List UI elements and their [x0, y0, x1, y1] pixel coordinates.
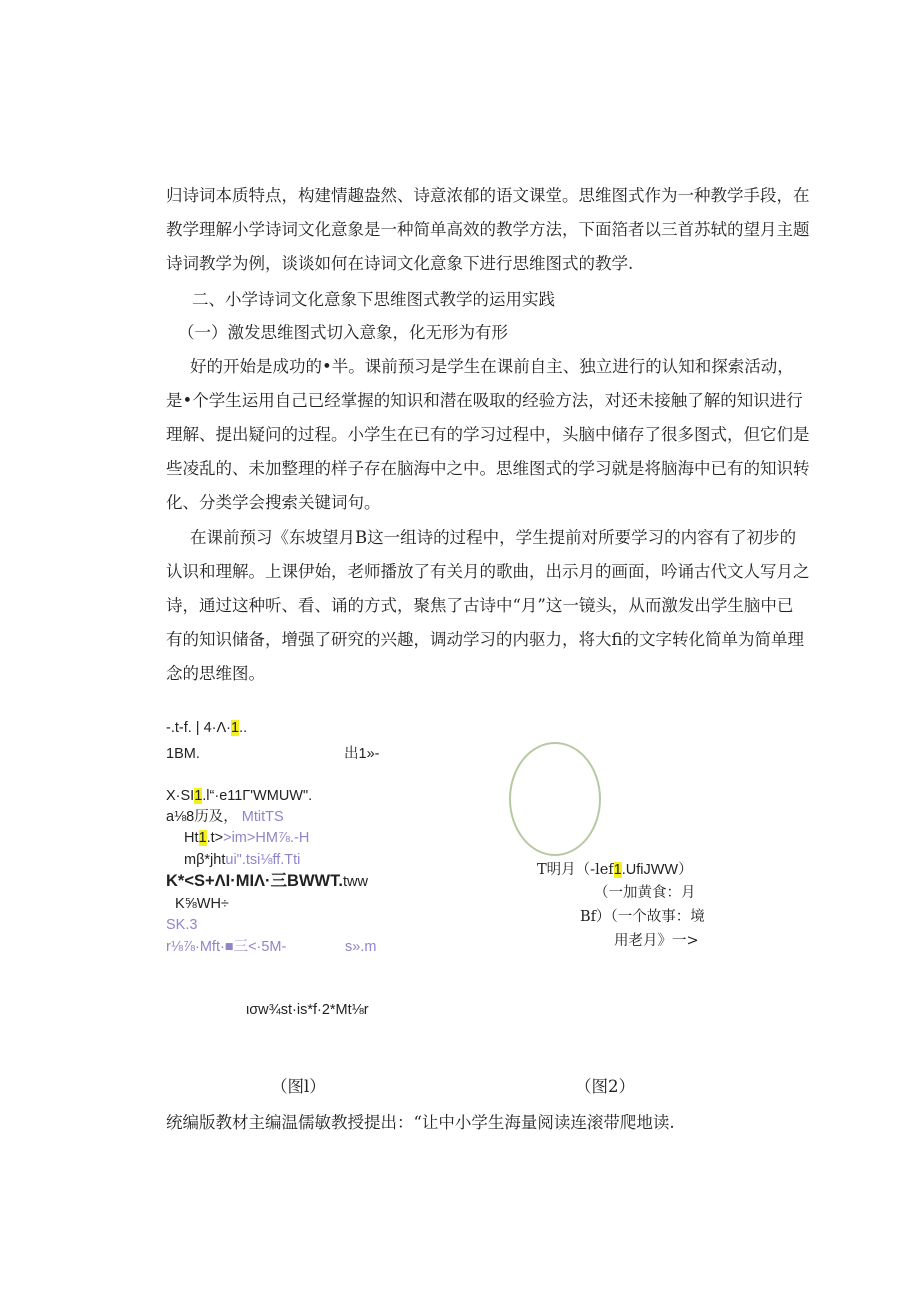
figure1-text-part: .l“·e11Γ'WMUW".	[202, 788, 313, 804]
paragraph-line: 在课前预习《东坡望月B这一组诗的过程中，学生提前对所要学习的内容有了初步的	[190, 528, 797, 547]
figure2-text: 用老月》一>	[614, 933, 699, 949]
figure1-text-part: X·SI	[166, 788, 195, 804]
moon-oval	[509, 742, 601, 856]
figure1-text-part: >im>HM⅞.-H	[223, 830, 310, 846]
figure1-text-part: .t>	[206, 830, 224, 846]
figure1-text: 1BM.	[166, 746, 200, 762]
figure1-highlight: 1	[198, 830, 207, 846]
paragraph-line: 是•个学生运用自己已经掌握的知识和潜在吸取的经验方法，对还未接触了解的知识进行	[166, 391, 803, 410]
figure1-text-part: tww	[342, 874, 368, 890]
figure1-text: K⅝WH÷	[175, 896, 229, 912]
paragraph-line: 诗，通过这种听、看、诵的方式，聚焦了古诗中“月”这一镜头，从而激发出学生脑中已	[166, 596, 794, 615]
paragraph-line: 念的思维图。	[166, 664, 265, 683]
figure1-text: s».m	[345, 939, 377, 955]
figure1-highlight: 1	[231, 720, 240, 736]
paragraph-line: 统编版教材主编温儒敏教授提出：“让中小学生海量阅读连滚带爬地读.	[166, 1113, 675, 1132]
paragraph-line: 些凌乱的、未加整理的样子存在脑海中之中。思维图式的学习就是将脑海中已有的知识转	[166, 459, 810, 478]
figure2-text: （一加黄食：月	[594, 885, 696, 901]
paragraph-line: 化、分类学会搜索关键词句。	[166, 493, 381, 512]
figure1-text-part: K*<S+ΛI·MIΛ·三BWWT.	[166, 872, 343, 890]
figure2-highlight: 1	[613, 862, 622, 878]
figure1-text	[184, 853, 300, 868]
paragraph-line: 归诗词本质特点，构建情趣盎然、诗意浓郁的语文课堂。思维图式作为一种教学手段，在	[166, 186, 810, 205]
figure1-text-part: a⅛8历及，	[166, 809, 238, 825]
figure2-text: Bf）（一个故事：境	[580, 909, 705, 925]
paragraph-line: 诗词教学为例，谈谈如何在诗词文化意象下进行思维图式的教学.	[166, 254, 634, 273]
paragraph-line: 有的知识储备，增强了研究的兴趣，调动学习的内驱力，将大fi的文字转化简单为简单理	[166, 630, 805, 649]
paragraph-line: 好的开始是成功的•半。课前预习是学生在课前自主、独立进行的认知和探索活动，	[190, 357, 794, 376]
figure1-text-part: ..	[239, 720, 248, 736]
figure1-text	[166, 789, 312, 804]
figure1-text-part: Ht	[184, 830, 199, 846]
paragraph-line: 教学理解小学诗词文化意象是一种简单高效的教学方法，下面箔者以三首苏轼的望月主题	[166, 220, 810, 239]
figure1-text-part: -.t-f. | 4·Λ·	[166, 720, 232, 736]
figure2-text	[537, 863, 693, 878]
figure1-text-part: MtitTS	[241, 809, 284, 825]
figure1-highlight: 1	[194, 788, 203, 804]
figure1-text: ισw¾st·is*f·2*Mt⅛r	[246, 1002, 369, 1018]
figure1-text	[184, 831, 309, 846]
figure1-text	[166, 810, 284, 825]
paragraph-line: 理解、提出疑问的过程。小学生在已有的学习过程中，头脑中储存了很多图式，但它们是	[166, 425, 810, 444]
figure1-caption: （图l）	[271, 1077, 326, 1096]
figure1-text: r⅛⅞·Mft·■三<·5M-	[166, 939, 287, 955]
section-heading: 二、小学诗词文化意象下思维图式教学的运用实践	[192, 290, 555, 309]
figure1-text: 出1»-	[344, 746, 380, 762]
figure1-text	[166, 873, 368, 890]
figure1-text	[166, 721, 247, 736]
figure1-text: SK.3	[166, 917, 198, 933]
figure2-text-part: .UfiJWW）	[621, 862, 693, 878]
figure1-text-part: mβ*jht	[184, 852, 226, 868]
subsection-heading: （一）激发思维图式切入意象，化无形为有形	[178, 323, 508, 342]
paragraph-line: 认识和理解。上课伊始，老师播放了有关月的歌曲，出示月的画面，吟诵古代文人写月之	[166, 562, 810, 581]
figure2-caption: （图2）	[575, 1077, 635, 1096]
figure2-text-part: T明月（-lef	[537, 862, 614, 878]
figure1-text-part: ui".tsi⅛ff.Tti	[225, 852, 301, 868]
